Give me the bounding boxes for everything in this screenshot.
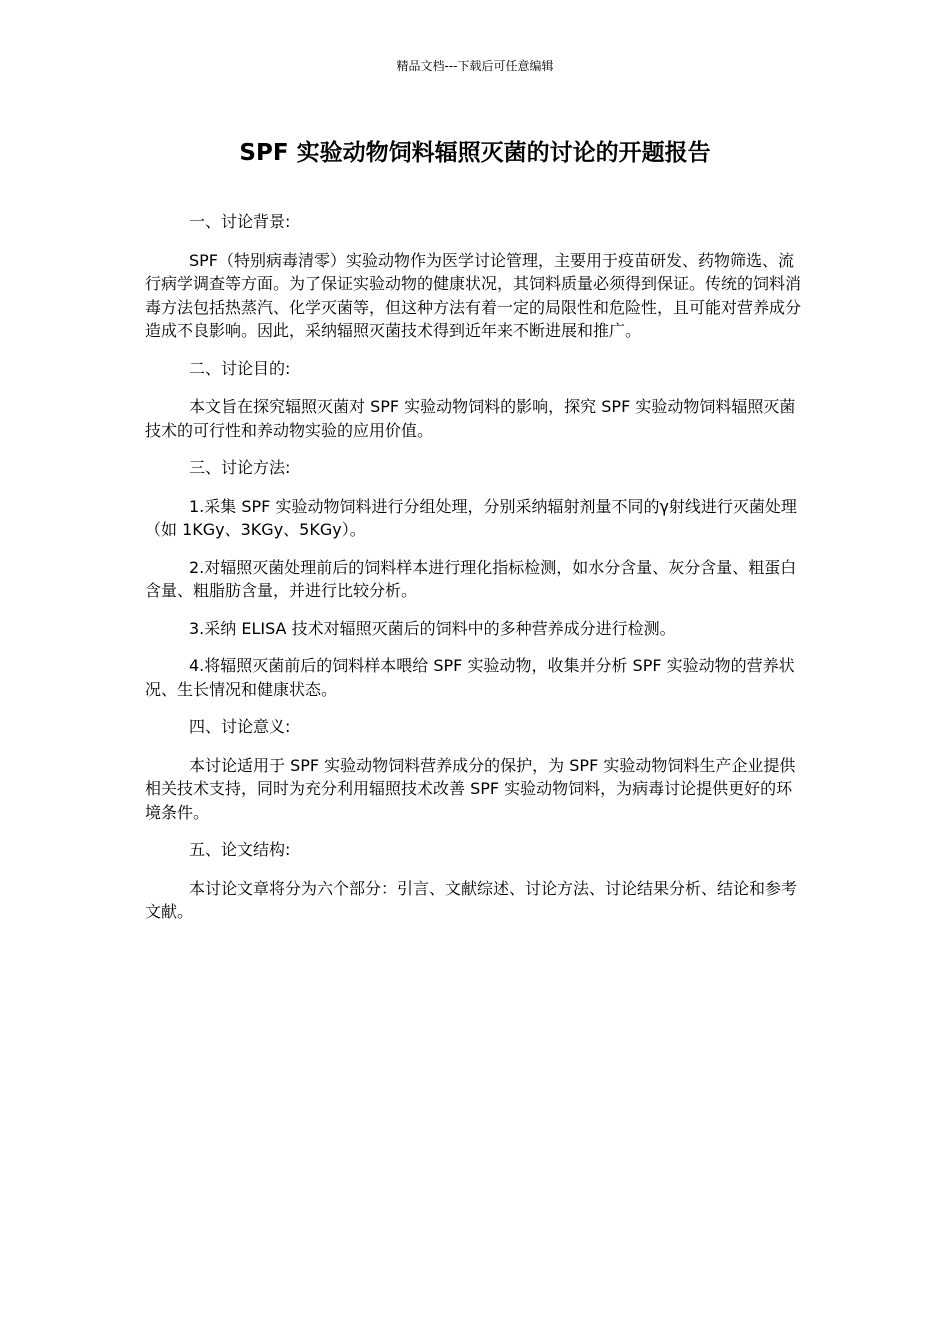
header-note: 精品文档---下载后可任意编辑 <box>396 59 554 73</box>
purpose-paragraph: 本文旨在探究辐照灭菌对 SPF 实验动物饲料的影响，探究 SPF 实验动物饲料辐照灭菌技术的可行性和养动物实验的应用价值。 <box>145 397 796 440</box>
method-item-4: 4.将辐照灭菌前后的饲料样本喂给 SPF 实验动物，收集并分析 SPF 实验动物的营养状况、生长情况和健康状态。 <box>145 656 795 699</box>
section-heading-purpose: 二、讨论目的: <box>189 358 291 378</box>
section-heading-significance: 四、讨论意义: <box>189 717 291 736</box>
section-heading-structure: 五、论文结构: <box>189 840 291 859</box>
document-body <box>145 210 807 938</box>
method-item-1: 1.采集 SPF 实验动物饲料进行分组处理，分别采纳辐射剂量不同的γ射线进行灭菌处理（如 1KGy、3KGy、5KGy）。 <box>145 496 797 539</box>
structure-paragraph: 本讨论文章将分为六个部分：引言、文献综述、讨论方法、讨论结果分析、结论和参考文献。 <box>145 878 798 921</box>
section-heading-method: 三、讨论方法: <box>189 458 291 477</box>
significance-paragraph: 本讨论适用于 SPF 实验动物饲料营养成分的保护，为 SPF 实验动物饲料生产企业提供相关技术支持，同时为充分利用辐照技术改善 SPF 实验动物饲料，为病毒讨论提供更好的环境条件。 <box>145 755 796 822</box>
document-title: SPF 实验动物饲料辐照灭菌的讨论的开题报告 <box>239 140 711 166</box>
section-heading-background: 一、讨论背景: <box>189 212 291 231</box>
method-item-3: 3.采纳 ELISA 技术对辐照灭菌后的饲料中的多种营养成分进行检测。 <box>189 618 676 638</box>
method-item-2: 2.对辐照灭菌处理前后的饲料样本进行理化指标检测，如水分含量、灰分含量、粗蛋白含量、粗脂肪含量，并进行比较分析。 <box>145 557 797 600</box>
background-paragraph: SPF（特别病毒清零）实验动物作为医学讨论管理，主要用于疫苗研发、药物筛选、流行病学调查等方面。为了保证实验动物的健康状况，其饲料质量必须得到保证。传统的饲料消毒方法包括热蒸汽、化学灭菌等，但这种方法有着一定的局限性和危险性，且可能对营养成分造成不良影响。因此，采纳辐照灭菌技术得到近年来不断进展和推广。 <box>145 250 802 340</box>
